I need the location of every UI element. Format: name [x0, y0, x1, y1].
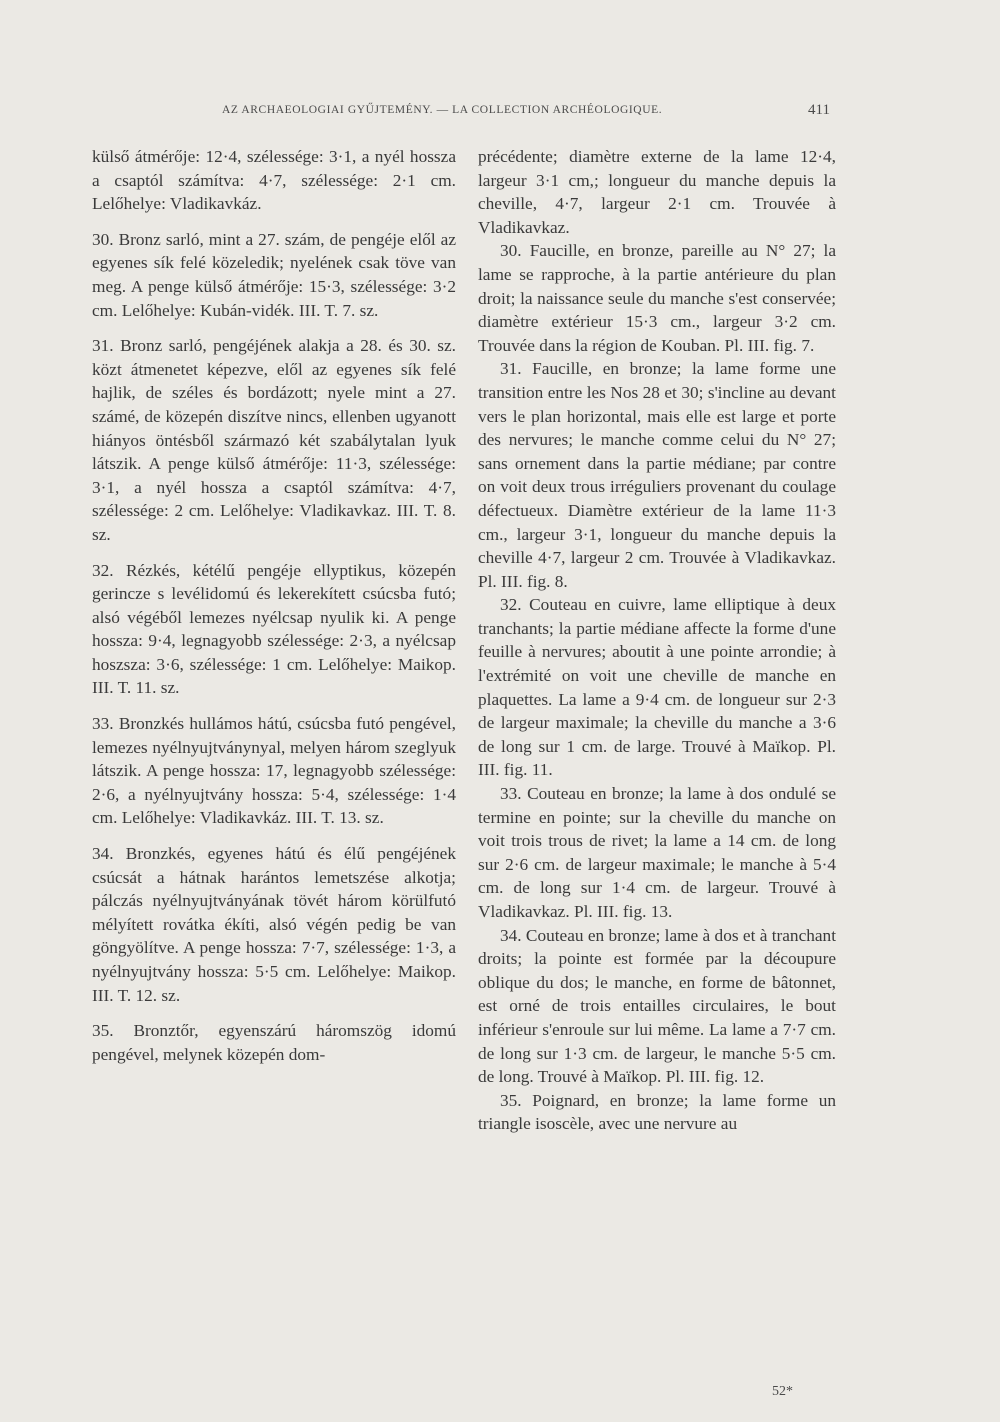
signature-mark: 52*: [772, 1384, 793, 1399]
paragraph: 35. Bronztőr, egyenszárú háromszög idomú pengével, melynek közepén dom-: [92, 1021, 456, 1064]
paragraph: 30. Faucille, en bronze, pareille au N° 27; la lame se rapproche, à la partie antérieure du plan droit; la naissance seule du manche s'est conservée; diamètre extérieur 15·3 cm., largeur 3·2 cm. Trouvée dans la région de Kouban. Pl. III. fig. 7.: [478, 241, 836, 355]
paragraph: külső átmérője: 12·4, szélessége: 3·1, a nyél hossza a csaptól számítva: 4·7, szélessége: 2·1 cm. Lelőhelye: Vladikavkáz.: [92, 147, 456, 214]
page-number: 411: [808, 102, 830, 118]
hungarian-column: [92, 145, 456, 1066]
paragraph: précédente; diamètre externe de la lame 12·4, largeur 3·1 cm,; longueur du manche depuis la cheville, 4·7, largeur 2·1 cm. Trouvée à Vladikavkaz.: [478, 147, 836, 237]
paragraph: 35. Poignard, en bronze; la lame forme un triangle isoscèle, avec une nervure au: [478, 1090, 836, 1134]
paragraph: 34. Bronzkés, egyenes hátú és élű pengéjének csúcsát a hátnak harántos lemetszése alkotja; pálczás nyélnyujtványának tövét három körülfutó mélyített rovátka ékíti, alsó végén pedig be van göngyölítve. A penge hossza: 7·7, szélessége: 1·3, a nyélnyujtvány hossza: 5·5 cm. Lelőhelye: Maikop. III. T. 12. sz.: [92, 844, 456, 1005]
paragraph: 33. Couteau en bronze; la lame à dos ondulé se termine en pointe; sur la cheville du manche on voit trois trous de rivet; la lame a 14 cm. de long sur 2·6 cm. de largeur maximale; le manche à 5·4 cm. de long sur 1·4 cm. de largeur. Trouvé à Vladikavkaz. Pl. III. fig. 13.: [478, 784, 836, 921]
running-head: AZ ARCHAEOLOGIAI GYŰJTEMÉNY. — LA COLLECTION ARCHÉOLOGIQUE.: [222, 104, 663, 116]
paragraph: 30. Bronz sarló, mint a 27. szám, de pengéje elől az egyenes sík felé közeledik; nyelének csak töve van meg. A penge külső átmérője: 15·3, szélessége: 3·2 cm. Lelőhelye: Kubán-vidék. III. T. 7. sz.: [92, 229, 456, 320]
paragraph: 33. Bronzkés hullámos hátú, csúcsba futó pengével, lemezes nyélnyujtványnyal, melyen három szeglyuk látszik. A penge hossza: 17, legnagyobb szélessége: 2·6, a nyélnyujtvány hossza: 5·4, szélessége: 1·4 cm. Lelőhelye: Vladikavkáz. III. T. 13. sz.: [92, 714, 456, 828]
paragraph: 31. Bronz sarló, pengéjének alakja a 28. és 30. sz. közt átmenetet képezve, elől az egyenes sík felé hajlik, de széles és bordázott; nyele mint a 27. számé, de közepén diszítve nincs, ellenben ugyanott hiányos öntésből származó két szabálytalan lyuk látszik. A penge külső átmérője: 11·3, szélessége: 3·1, a nyél hossza a csaptól számítva: 4·7, szélessége: 2 cm. Lelőhelye: Vladikavkaz. III. T. 8. sz.: [92, 336, 456, 544]
paragraph: 34. Couteau en bronze; lame à dos et à tranchant droits; la pointe est formée par la découpure oblique du dos; le manche, en forme de bâtonnet, est orné de trois entailles circulaires, le bout inférieur s'enroule sur lui même. La lame a 7·7 cm. de long sur 1·3 cm. de largeur, le manche 5·5 cm. de long. Trouvé à Maïkop. Pl. III. fig. 12.: [478, 925, 836, 1087]
paragraph: 32. Rézkés, kétélű pengéje ellyptikus, közepén gerincze s levélidomú és lekerekített csúcsba futó; alsó végéből lemezes nyélcsap nyulik ki. A penge hossza: 9·4, legnagyobb szélessége: 2·3, a nyélcsap hoszsza: 3·6, szélessége: 1 cm. Lelőhelye: Maikop. III. T. 11. sz.: [92, 560, 456, 698]
paragraph: 31. Faucille, en bronze; la lame forme une transition entre les Nos 28 et 30; s'incline au devant vers le plan horizontal, mais elle est large et porte des nervures; le manche comme celui du N° 27; sans ornement dans la partie médiane; par contre on voit deux trous irréguliers provenant du coulage défectueux. Diamètre extérieur de la lame 11·3 cm., largeur 3·1, longueur du manche depuis la cheville 4·7, largeur 2 cm. Trouvée à Vladikavkaz. Pl. III. fig. 8.: [478, 359, 836, 591]
french-column: [478, 145, 836, 1136]
paragraph: 32. Couteau en cuivre, lame elliptique à deux tranchants; la partie médiane affecte la forme d'une feuille à nervures; aboutit à une pointe arrondie; à l'extrémité on voit une cheville de manche en plaquettes. La lame a 9·4 cm. de longueur sur 2·3 de largeur maximale; la cheville du manche a 3·6 de long sur 1 cm. de large. Trouvé à Maïkop. Pl. III. fig. 11.: [478, 595, 836, 780]
